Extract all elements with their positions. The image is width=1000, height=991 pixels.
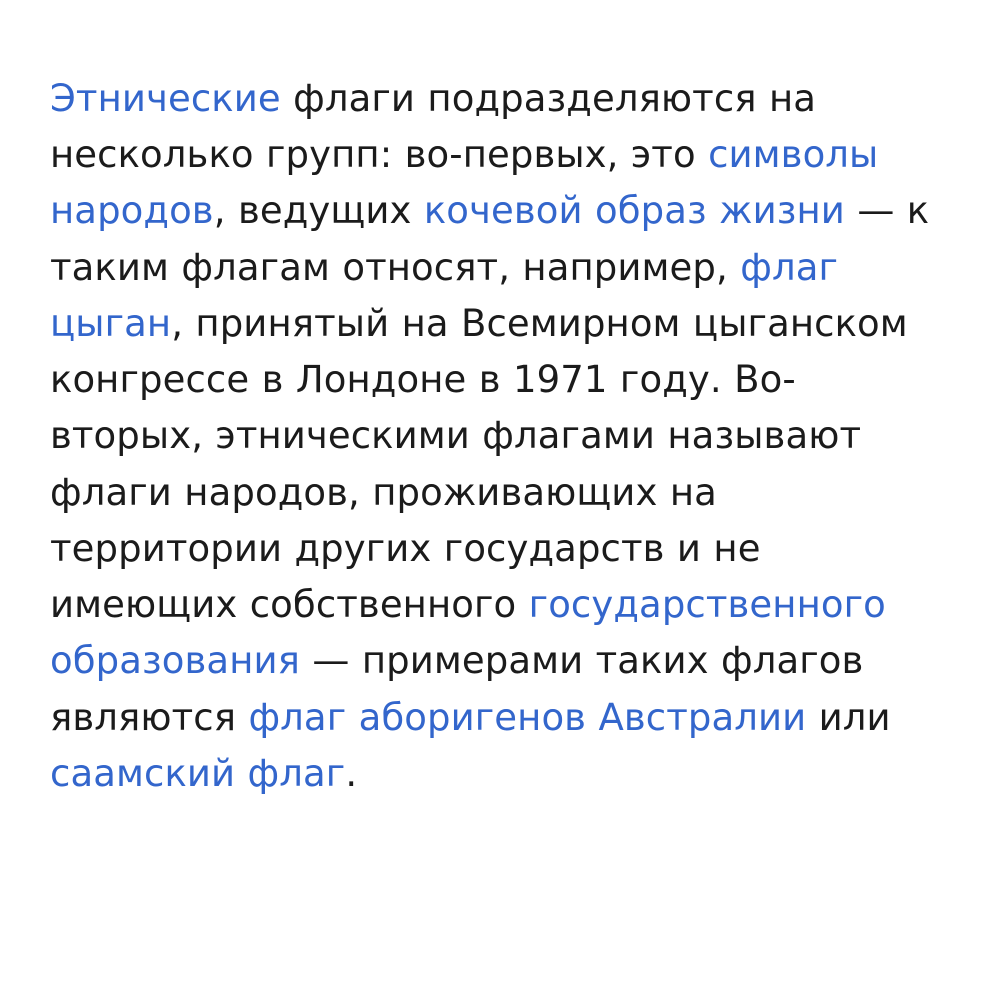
article-link-4[interactable]: флаг цыган bbox=[50, 245, 839, 345]
article-paragraph bbox=[50, 71, 948, 802]
article-link-5[interactable]: государственного образования bbox=[50, 583, 886, 683]
article-text: флаги подразделяются на несколько групп: во-первых, это bbox=[50, 77, 817, 177]
article-link-1[interactable]: Этнические bbox=[50, 77, 281, 120]
article-link-7[interactable]: саамский флаг bbox=[50, 751, 346, 795]
article-link-3[interactable]: кочевой образ жизни bbox=[423, 189, 845, 233]
article-text: или bbox=[806, 695, 891, 739]
article-text: — к таким флагам относят, например, bbox=[50, 189, 930, 289]
article-link-2[interactable]: символы народов bbox=[50, 133, 879, 233]
article-text: . bbox=[345, 751, 358, 795]
article-link-6[interactable]: флаг аборигенов Австралии bbox=[248, 695, 807, 739]
article-text: , ведущих bbox=[213, 189, 424, 233]
article-text: — примерами таких флагов являются bbox=[50, 639, 864, 739]
article-text: , принятый на Всемирном цыганском конгрессе в Лондоне в 1971 году. Во-вторых, этническими флагами называют флаги народов, проживающих на территории других государств и не имеющих собственного bbox=[50, 301, 908, 627]
